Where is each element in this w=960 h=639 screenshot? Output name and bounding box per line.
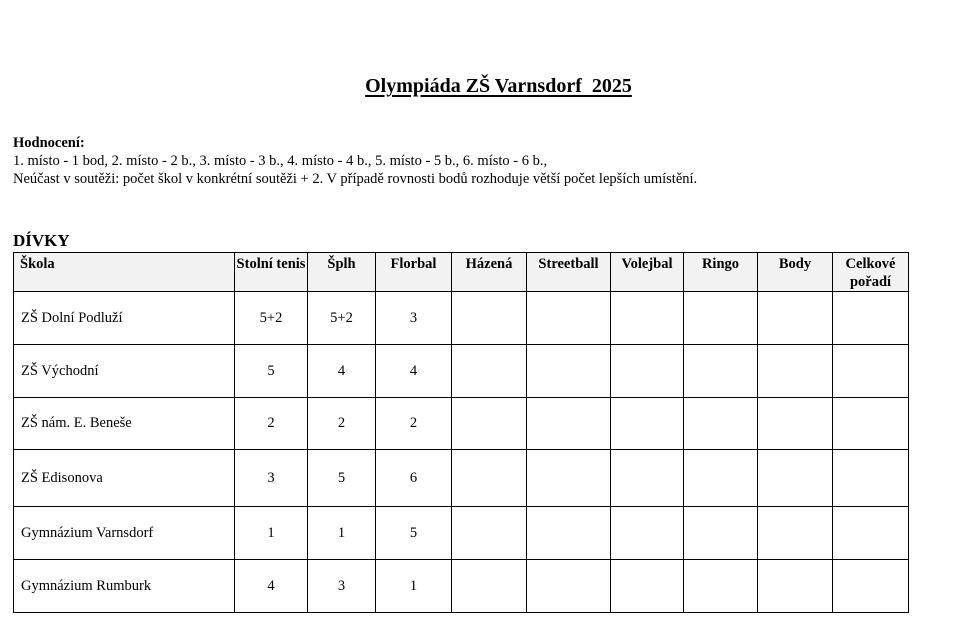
section-title: DÍVKY [13,231,70,250]
score-cell [452,507,527,560]
results-table [13,252,909,613]
score-cell [758,292,833,345]
score-cell [452,345,527,398]
score-cell: 2 [308,398,376,450]
column-header-ringo: Ringo [684,253,758,292]
score-cell: 5+2 [308,292,376,345]
score-cell [684,345,758,398]
score-cell [527,345,611,398]
score-cell [684,507,758,560]
score-cell [611,507,684,560]
score-cell [452,450,527,507]
score-cell [833,507,909,560]
score-cell: 4 [376,345,452,398]
score-cell [527,398,611,450]
score-cell [452,560,527,613]
column-header-handball: Házená [452,253,527,292]
score-cell: 5 [235,345,308,398]
score-cell: 6 [376,450,452,507]
column-header-rope-climb: Šplh [308,253,376,292]
table-header-row [14,253,909,292]
score-cell [527,560,611,613]
scoring-rules-text: Neúčast v soutěži: počet škol v konkrétní soutěži + 2. V případě rovnosti bodů rozhoduje větší počet lepších umístění. [13,171,698,187]
score-cell [452,398,527,450]
score-cell [684,292,758,345]
score-cell [758,560,833,613]
score-cell [758,345,833,398]
score-cell: 3 [376,292,452,345]
score-cell: 5 [308,450,376,507]
scoring-heading: Hodnocení: [13,135,85,151]
school-name: ZŠ Dolní Podluží [14,292,235,345]
score-cell [684,450,758,507]
score-cell [758,507,833,560]
score-cell: 1 [376,560,452,613]
table-row [14,450,909,507]
school-name: Gymnázium Rumburk [14,560,235,613]
score-cell [833,345,909,398]
score-cell: 3 [308,560,376,613]
table-row [14,292,909,345]
score-cell [833,292,909,345]
table-row [14,345,909,398]
score-cell [452,292,527,345]
score-cell: 5+2 [235,292,308,345]
score-cell: 3 [235,450,308,507]
column-header-points: Body [758,253,833,292]
score-cell: 1 [308,507,376,560]
score-cell [833,398,909,450]
score-cell [684,398,758,450]
score-cell [611,450,684,507]
table-row [14,507,909,560]
score-cell [758,450,833,507]
score-cell: 4 [235,560,308,613]
column-header-volleyball: Volejbal [611,253,684,292]
column-header-table-tennis: Stolní tenis [235,253,308,292]
school-name: Gymnázium Varnsdorf [14,507,235,560]
score-cell [833,450,909,507]
score-cell: 2 [376,398,452,450]
scoring-points: 1. místo - 1 bod, 2. místo - 2 b., 3. místo - 3 b., 4. místo - 4 b., 5. místo - 5 b., 6. místo - 6 b., [13,153,548,169]
score-cell [611,560,684,613]
score-cell [833,560,909,613]
column-header-floorball: Florbal [376,253,452,292]
scoring-rules [13,134,697,188]
score-cell [684,560,758,613]
table-row [14,398,909,450]
school-name: ZŠ Východní [14,345,235,398]
column-header-streetball: Streetball [527,253,611,292]
column-header-school: Škola [14,253,235,292]
score-cell [758,398,833,450]
score-cell: 4 [308,345,376,398]
score-cell [527,450,611,507]
score-cell: 2 [235,398,308,450]
score-cell: 5 [376,507,452,560]
table-row [14,560,909,613]
score-cell: 1 [235,507,308,560]
score-cell [611,398,684,450]
score-cell [611,292,684,345]
school-name: ZŠ nám. E. Beneše [14,398,235,450]
page-title: Olympiáda ZŠ Varnsdorf 2025 [365,75,632,97]
score-cell [527,507,611,560]
school-name: ZŠ Edisonova [14,450,235,507]
score-cell [611,345,684,398]
score-cell [527,292,611,345]
column-header-overall-rank: Celkové pořadí [833,253,909,292]
